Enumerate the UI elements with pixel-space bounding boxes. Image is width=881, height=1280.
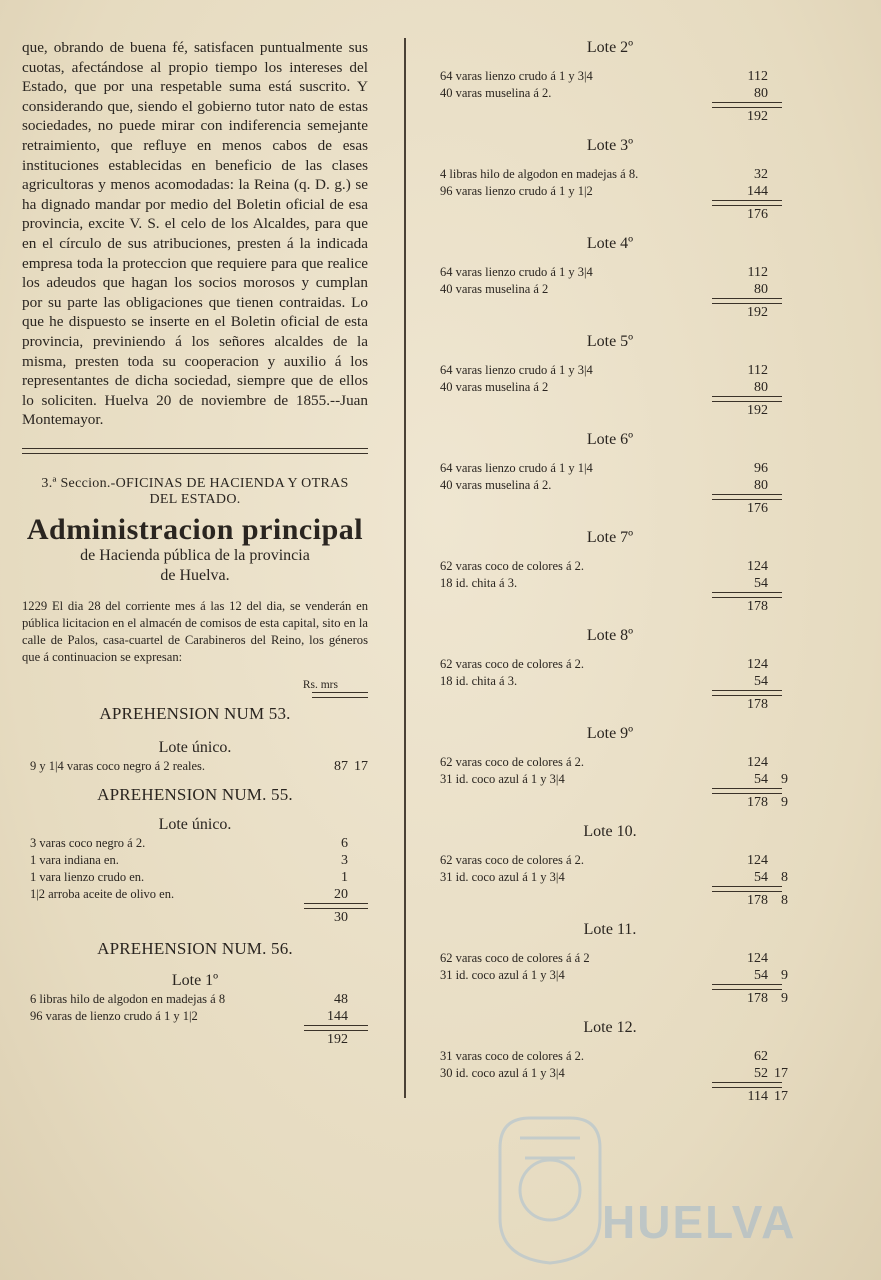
lote-title: Lote 12.: [583, 1019, 637, 1036]
lote-total: [432, 402, 788, 420]
item-reales: 80: [754, 380, 768, 395]
line-item: [432, 477, 788, 494]
item-description: 4 libras hilo de algodon en madejas á 8.: [440, 167, 639, 181]
line-item: [432, 771, 788, 788]
lote-block: [432, 1018, 788, 1106]
lote-block: [432, 920, 788, 1008]
admin-subtitle-1: de Hacienda pública de la provincia: [80, 546, 310, 564]
item-reales: 124: [747, 755, 768, 770]
lote-total: [432, 794, 788, 812]
item-description: 64 varas lienzo crudo á 1 y 3|4: [440, 265, 593, 279]
item-description: 96 varas de lienzo crudo á 1 y 1|2: [30, 1009, 198, 1024]
section-divider: [22, 448, 368, 454]
header-rule: [312, 692, 368, 698]
item-description: 62 varas coco de colores á 2.: [440, 657, 585, 671]
item-maravedis: 17: [774, 1066, 788, 1081]
item-reales: 3: [341, 853, 348, 869]
lote-block: [432, 430, 788, 518]
item-reales: 20: [334, 887, 348, 903]
item-reales: 124: [747, 853, 768, 868]
line-item: [432, 183, 788, 200]
right-column: [432, 38, 788, 1116]
line-item: [22, 852, 368, 869]
total-reales: 192: [747, 109, 768, 124]
item-reales: 144: [327, 1009, 348, 1025]
item-description: 30 id. coco azul á 1 y 3|4: [440, 1066, 565, 1080]
section-heading: 3.ª Seccion.-OFICINAS DE HACIENDA Y OTRAS DEL ESTADO.: [41, 475, 349, 507]
item-reales: 112: [747, 363, 768, 378]
item-reales: 1: [341, 870, 348, 886]
item-reales: 87: [334, 759, 348, 775]
item-reales: 112: [747, 265, 768, 280]
item-reales: 52: [754, 1066, 768, 1081]
apprehension-55-lote: Lote único.: [158, 816, 232, 834]
lote-title: Lote 5º: [586, 333, 634, 350]
lote-title: Lote 2º: [586, 39, 634, 56]
item-description: 18 id. chita á 3.: [440, 576, 518, 590]
apprehension-56-items: [22, 991, 368, 1025]
item-description: 31 id. coco azul á 1 y 3|4: [440, 968, 565, 982]
line-item: [22, 835, 368, 852]
line-item: [22, 991, 368, 1008]
item-maravedis: 17: [354, 759, 368, 775]
item-description: 40 varas muselina á 2.: [440, 86, 552, 100]
item-reales: 144: [747, 184, 768, 199]
line-item: [432, 85, 788, 102]
item-reales: 48: [334, 992, 348, 1008]
item-description: 1|2 arroba aceite de olivo en.: [30, 887, 175, 902]
item-description: 64 varas lienzo crudo á 1 y 1|4: [440, 461, 593, 475]
lote-total: [432, 990, 788, 1008]
lote-block: [432, 234, 788, 322]
apprehension-53-heading: APREHENSION NUM 53.: [99, 704, 291, 724]
item-description: 31 varas coco de colores á 2.: [440, 1049, 585, 1063]
lote-block: [432, 332, 788, 420]
item-reales: 62: [754, 1049, 768, 1064]
apprehension-55-heading: APREHENSION NUM. 55.: [97, 785, 293, 805]
apprehension-55-items: [22, 835, 368, 903]
apprehension-56-total: 192: [327, 1032, 348, 1048]
item-description: 1 vara indiana en.: [30, 853, 119, 868]
lote-title: Lote 6º: [586, 431, 634, 448]
item-description: 31 id. coco azul á 1 y 3|4: [440, 772, 565, 786]
line-item: [432, 558, 788, 575]
lote-total: [432, 108, 788, 126]
total-reales: 178: [747, 991, 768, 1006]
lote-title: Lote 4º: [586, 235, 634, 252]
item-description: 62 varas coco de colores á 2.: [440, 559, 585, 573]
line-item: [432, 869, 788, 886]
item-reales: 54: [754, 772, 768, 787]
item-maravedis: 9: [781, 968, 788, 983]
item-reales: 32: [754, 167, 768, 182]
lote-total: [432, 206, 788, 224]
item-reales: 80: [754, 86, 768, 101]
line-item: [22, 758, 368, 775]
lote-title: Lote 3º: [586, 137, 634, 154]
auction-notice: 1229 El dia 28 del corriente mes á las 12 del dia, se venderán en pública licitacion en el almacén de comisos de esta capital, sito en la calle de Palos, casa-cuartel de Carabineros del Reino, los géneros que á continuacion se expresan:: [22, 598, 368, 664]
item-description: 64 varas lienzo crudo á 1 y 3|4: [440, 69, 593, 83]
apprehension-56-heading: APREHENSION NUM. 56.: [97, 939, 293, 959]
line-item: [432, 379, 788, 396]
lote-title: Lote 9º: [586, 725, 634, 742]
total-reales: 178: [747, 795, 768, 810]
lote-total: [432, 598, 788, 616]
item-description: 31 id. coco azul á 1 y 3|4: [440, 870, 565, 884]
line-item: [432, 68, 788, 85]
item-reales: 54: [754, 674, 768, 689]
item-description: 62 varas coco de colores á á 2: [440, 951, 590, 965]
total-reales: 192: [747, 305, 768, 320]
line-item: [22, 1008, 368, 1025]
line-item: [432, 852, 788, 869]
line-item: [432, 950, 788, 967]
line-item: [432, 281, 788, 298]
admin-title: Administracion principal: [26, 512, 364, 546]
lote-total: [432, 892, 788, 910]
lote-block: [432, 724, 788, 812]
line-item: [432, 166, 788, 183]
apprehension-56-lote: Lote 1º: [171, 972, 219, 990]
item-description: 96 varas lienzo crudo á 1 y 1|2: [440, 184, 593, 198]
item-description: 64 varas lienzo crudo á 1 y 3|4: [440, 363, 593, 377]
item-description: 9 y 1|4 varas coco negro á 2 reales.: [30, 759, 205, 774]
item-maravedis: 9: [781, 772, 788, 787]
line-item: [432, 1065, 788, 1082]
item-reales: 54: [754, 968, 768, 983]
line-item: [432, 575, 788, 592]
apprehension-53-lote: Lote único.: [158, 739, 232, 757]
item-maravedis: 8: [781, 870, 788, 885]
item-description: 40 varas muselina á 2: [440, 282, 549, 296]
item-description: 3 varas coco negro á 2.: [30, 836, 146, 851]
apprehension-55-total: 30: [334, 910, 348, 926]
lote-total: [432, 1088, 788, 1106]
total-reales: 178: [747, 697, 768, 712]
admin-subtitle-2: de Huelva.: [160, 566, 230, 584]
line-item: [22, 869, 368, 886]
left-column: [22, 38, 368, 1049]
watermark-text: HUELVA: [602, 1196, 797, 1248]
lote-total: [432, 500, 788, 518]
total-reales: 178: [747, 893, 768, 908]
item-reales: 6: [341, 836, 348, 852]
item-description: 40 varas muselina á 2: [440, 380, 549, 394]
item-reales: 80: [754, 282, 768, 297]
lote-block: [432, 38, 788, 126]
total-maravedis: 8: [781, 893, 788, 908]
lote-total: [432, 696, 788, 714]
line-item: [432, 1048, 788, 1065]
lote-title: Lote 8º: [586, 627, 634, 644]
line-item: [432, 362, 788, 379]
total-maravedis: 17: [774, 1089, 788, 1104]
item-description: 18 id. chita á 3.: [440, 674, 518, 688]
item-reales: 124: [747, 657, 768, 672]
total-reales: 114: [747, 1089, 768, 1104]
line-item: [432, 656, 788, 673]
total-reales: 192: [747, 403, 768, 418]
line-item: [432, 264, 788, 281]
total-maravedis: 9: [781, 795, 788, 810]
line-item: [22, 886, 368, 903]
lote-block: [432, 822, 788, 910]
total-reales: 176: [747, 207, 768, 222]
item-reales: 54: [754, 576, 768, 591]
decree-paragraph: que, obrando de buena fé, satisfacen puntualmente sus cuotas, afectándose al propio tiempo los intereses del Estado, que por una respetable suma está suscrito. Y considerando que, siendo el gobierno tutor nato de estas sociedades, no puede mirar con indiferencia semejante retraimiento, que refluye en menos cabos de esas instituciones establecidas en beneficio de las clases agricultoras y menos acomodadas: la Reina (q. D. g.) se ha dignado mandar por medio del Boletin oficial de esa provincia, excite V. S. el celo de los Alcaldes, para que en el círculo de sus atribuciones, presten á la indicada empresa toda la proteccion que requiere para que realice los adeudos que hagan los socios morosos y cumplan por su parte las obligaciones que tienen contraidas. Lo que he dispuesto se inserte en el Boletin oficial de esta provincia, previniendo á los señores alcaldes de la misma, presten toda su cooperacion y auxilio á los representantes de dicha sociedad, siempre que de ellos lo soliciten. Huelva 20 de noviembre de 1855.--Juan Montemayor.: [22, 39, 368, 429]
lote-title: Lote 10.: [583, 823, 637, 840]
item-reales: 80: [754, 478, 768, 493]
lote-total: [432, 304, 788, 322]
total-maravedis: 9: [781, 991, 788, 1006]
item-description: 6 libras hilo de algodon en madejas á 8: [30, 992, 226, 1007]
item-reales: 124: [747, 951, 768, 966]
currency-header: Rs. mrs: [302, 679, 338, 692]
line-item: [432, 673, 788, 690]
item-reales: 96: [754, 461, 768, 476]
lote-block: [432, 626, 788, 714]
lote-title: Lote 11.: [583, 921, 637, 938]
line-item: [432, 460, 788, 477]
item-description: 40 varas muselina á 2.: [440, 478, 552, 492]
lote-title: Lote 7º: [586, 529, 634, 546]
lote-block: [432, 528, 788, 616]
lote-block: [432, 136, 788, 224]
total-reales: 176: [747, 501, 768, 516]
item-reales: 124: [747, 559, 768, 574]
item-reales: 54: [754, 870, 768, 885]
line-item: [432, 967, 788, 984]
item-reales: 112: [747, 69, 768, 84]
line-item: [432, 754, 788, 771]
apprehension-53-items: [22, 758, 368, 775]
total-reales: 178: [747, 599, 768, 614]
item-description: 62 varas coco de colores á 2.: [440, 853, 585, 867]
column-divider: [404, 38, 406, 1098]
item-description: 62 varas coco de colores á 2.: [440, 755, 585, 769]
item-description: 1 vara lienzo crudo en.: [30, 870, 145, 885]
